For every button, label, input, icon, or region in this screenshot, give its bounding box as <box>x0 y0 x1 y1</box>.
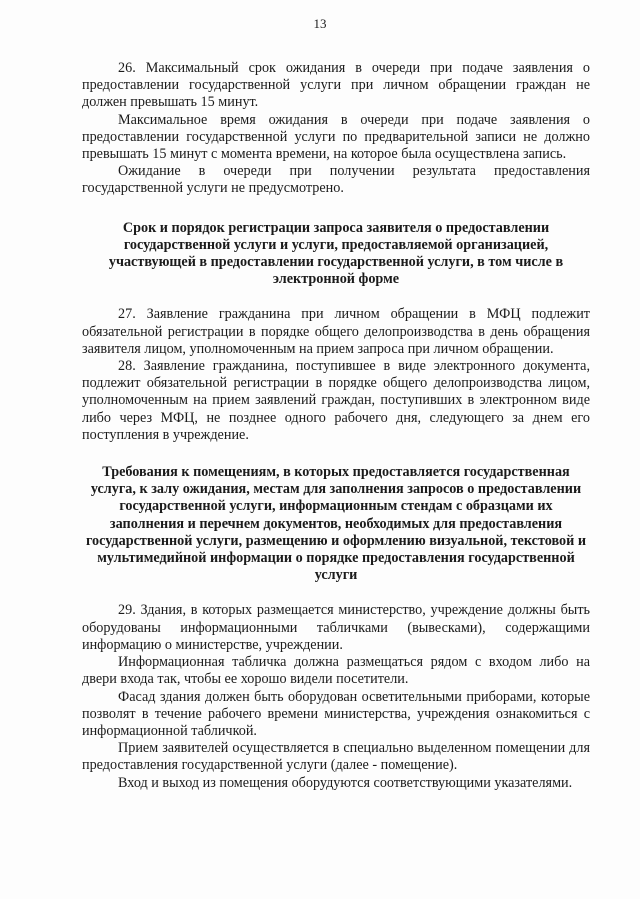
paragraph-info-plate: Информационная табличка должна размещаться рядом с входом либо на двери входа так, чтобы ее хорошо видели посетители. <box>82 654 590 688</box>
paragraph-result-waiting: Ожидание в очереди при получении результата предоставления государственной услуги не предусмотрено. <box>82 163 590 197</box>
paragraph-reception-room: Прием заявителей осуществляется в специально выделенном помещении для предоставления государственной услуги (далее - помещение). <box>82 740 590 774</box>
section-registration <box>82 220 590 444</box>
document-body <box>82 60 590 792</box>
paragraph-28: 28. Заявление гражданина, поступившее в виде электронного документа, подлежит обязательной регистрации в порядке общего делопроизводства лицом, уполномоченным на прием заявлений граждан, поступивших в электронном виде либо через МФЦ, не позднее одного рабочего дня, следующего за днем его поступления в учреждение. <box>82 358 590 443</box>
section-premises <box>82 464 590 792</box>
heading-registration: Срок и порядок регистрации запроса заявителя о предоставлении государственной услуги и услуги, предоставляемой организацией, участвующей в предоставлении государственной услуги, в том числе в электронной форме <box>108 219 564 288</box>
page-number: 13 <box>313 16 327 31</box>
paragraph-facade-lighting: Фасад здания должен быть оборудован осветительными приборами, которые позволят в течение рабочего времени министерства, учреждения ознакомиться с информационной табличкой. <box>82 688 590 739</box>
paragraph-27: 27. Заявление гражданина при личном обращении в МФЦ подлежит обязательной регистрации в порядке общего делопроизводства в день обращения заявителя лицом, уполномоченным на прием запроса при личном обращении. <box>82 306 590 357</box>
section-waiting-time <box>82 60 590 198</box>
paragraph-entrance-signs: Вход и выход из помещения оборудуются соответствующими указателями. <box>118 774 573 791</box>
paragraph-29: 29. Здания, в которых размещается министерство, учреждение должны быть оборудованы информационными табличками (вывесками), содержащими информацию о министерстве, учреждении. <box>82 602 590 653</box>
paragraph-26: 26. Максимальный срок ожидания в очереди при подаче заявления о предоставлении государственной услуги при личном обращении граждан не должен превышать 15 минут. <box>82 60 590 111</box>
paragraph-advance-booking: Максимальное время ожидания в очереди при подаче заявления о предоставлении государственной услуги по предварительной записи не должно превышать 15 минут с момента времени, на которое была осуществлена запись. <box>82 111 590 163</box>
heading-premises-requirements: Требования к помещениям, в которых предоставляется государственная услуга, к залу ожидания, местам для заполнения запросов о предоставлении государственной услуги, информационным стендам с образцами их заполнения и перечнем документов, необходимых для предоставления государственной услуги, размещению и оформлению визуальной, текстовой и мультимедийной информации о порядке предоставления государственной услуги <box>85 464 587 584</box>
